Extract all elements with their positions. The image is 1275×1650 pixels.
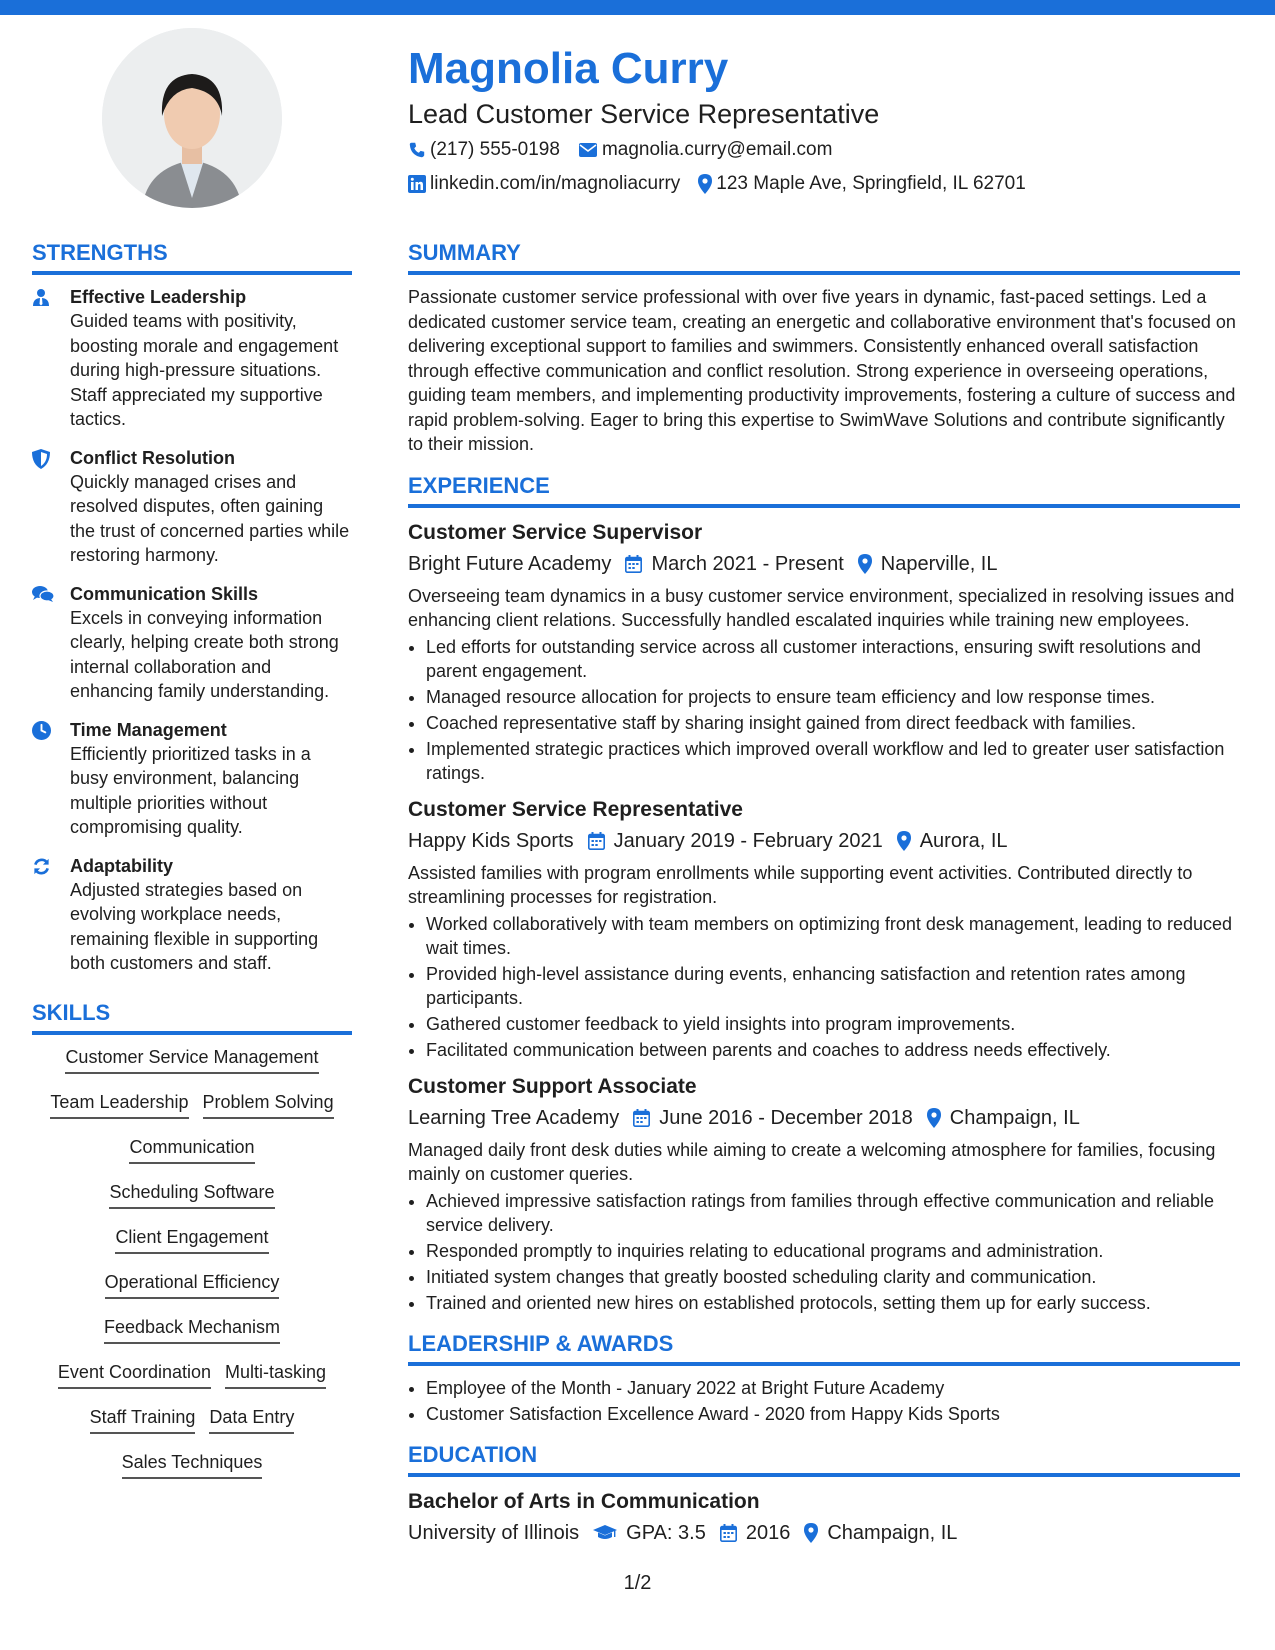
linkedin-text: linkedin.com/in/magnoliacurry bbox=[430, 173, 681, 194]
strength-desc: Excels in conveying information clearly, helping create both strong internal collaboration and enhancing family understanding. bbox=[70, 607, 339, 701]
award-item: • Employee of the Month - January 2022 at Bright Future Academy bbox=[426, 1376, 1240, 1400]
shield-icon bbox=[32, 449, 50, 469]
strength-item bbox=[32, 718, 352, 840]
job-company: Bright Future Academy bbox=[408, 552, 612, 575]
education-gpa: GPA: 3.5 bbox=[626, 1521, 706, 1544]
strength-item bbox=[32, 854, 352, 976]
candidate-name: Magnolia Curry bbox=[408, 44, 729, 93]
email-text: magnolia.curry@email.com bbox=[601, 139, 833, 160]
job-bullets bbox=[408, 1189, 1240, 1315]
map-marker-icon bbox=[897, 831, 911, 851]
calendar-icon bbox=[633, 1109, 650, 1127]
skill-tag: Communication bbox=[129, 1135, 254, 1164]
strength-item bbox=[32, 285, 352, 432]
email-contact[interactable] bbox=[578, 134, 832, 166]
job-company: Learning Tree Academy bbox=[408, 1106, 620, 1129]
calendar-icon bbox=[588, 832, 605, 850]
experience-heading: EXPERIENCE bbox=[408, 471, 1240, 508]
job-bullet: • Responded promptly to inquiries relating to educational programs and administration. bbox=[426, 1239, 1240, 1263]
phone-text: (217) 555-0198 bbox=[430, 139, 560, 160]
skill-tag: Staff Training bbox=[90, 1405, 196, 1434]
skills-list bbox=[32, 1045, 352, 1479]
job-bullet: • Worked collaboratively with team members on optimizing front desk management, leading to reduced wait times. bbox=[426, 912, 1240, 960]
contact-row bbox=[408, 134, 1248, 166]
job-bullet: • Provided high-level assistance during events, enhancing satisfaction and retention rates among participants. bbox=[426, 962, 1240, 1010]
job-role: Customer Service Representative bbox=[408, 797, 743, 821]
job-dates: January 2019 - February 2021 bbox=[613, 829, 883, 852]
skill-tag: Data Entry bbox=[209, 1405, 294, 1434]
strength-desc: Quickly managed crises and resolved disputes, often gaining the trust of concerned parties while restoring harmony. bbox=[70, 471, 350, 565]
comments-icon bbox=[32, 585, 54, 603]
strength-name: Time Management bbox=[70, 719, 227, 740]
graduation-cap-icon bbox=[593, 1524, 617, 1542]
job-meta bbox=[408, 825, 1240, 857]
job-bullet: • Achieved impressive satisfaction ratings from families through effective communication and reliable service delivery. bbox=[426, 1189, 1240, 1237]
job-bullet: • Managed resource allocation for projects to ensure team efficiency and low response times. bbox=[426, 685, 1240, 709]
job-meta bbox=[408, 1102, 1240, 1134]
skill-tag: Multi-tasking bbox=[225, 1360, 326, 1389]
contact-row-2 bbox=[408, 168, 1248, 200]
sync-icon bbox=[32, 857, 51, 876]
education-degree: Bachelor of Arts in Communication bbox=[408, 1489, 760, 1513]
strength-name: Effective Leadership bbox=[70, 287, 247, 307]
map-marker-icon bbox=[858, 554, 872, 574]
job-bullet: • Gathered customer feedback to yield insights into program improvements. bbox=[426, 1012, 1240, 1036]
calendar-icon bbox=[720, 1524, 737, 1542]
awards-list bbox=[408, 1376, 1240, 1426]
job-entry bbox=[408, 795, 1240, 1062]
job-entry bbox=[408, 518, 1240, 785]
awards-heading: LEADERSHIP & AWARDS bbox=[408, 1329, 1240, 1366]
user-tie-icon bbox=[32, 288, 50, 306]
strengths-heading: STRENGTHS bbox=[32, 238, 352, 275]
job-meta bbox=[408, 548, 1240, 580]
job-entry bbox=[408, 1072, 1240, 1315]
clock-icon bbox=[32, 721, 51, 740]
page-number: 1/2 bbox=[623, 1572, 652, 1594]
summary-text: Passionate customer service professional with over five years in dynamic, fast-paced settings. Led a dedicated customer service team, creating an energetic and collaborative environment that's focused on delivering exceptional support to families and swimmers. Consistently enhanced overall satisfaction through effective communication and conflict resolution. Strong experience in overseeing operations, guiding team members, and implementing productivity improvements, fostering a culture of success and rapid problem-solving. Eager to bring this expertise to SwimWave Solutions and contribute significantly to their mission. bbox=[408, 287, 1236, 454]
strength-desc: Guided teams with positivity, boosting morale and engagement during high-pressure situations. Staff appreciated my supportive tactics. bbox=[70, 311, 339, 429]
job-description: Overseeing team dynamics in a busy customer service environment, specialized in resolving issues and enhancing client relations. Successfully handled escalated inquiries while training new employees. bbox=[408, 585, 1235, 630]
job-location: Naperville, IL bbox=[880, 552, 998, 575]
top-accent-bar bbox=[0, 0, 1275, 15]
map-marker-icon bbox=[698, 174, 712, 194]
job-bullet: • Initiated system changes that greatly boosted scheduling clarity and communication. bbox=[426, 1265, 1240, 1289]
strength-name: Communication Skills bbox=[70, 583, 259, 604]
phone-icon bbox=[408, 141, 426, 159]
address-text: 123 Maple Ave, Springfield, IL 62701 bbox=[716, 173, 1026, 194]
strength-desc: Adjusted strategies based on evolving workplace needs, remaining flexible in supporting both customers and staff. bbox=[70, 879, 319, 973]
skill-tag: Scheduling Software bbox=[109, 1180, 274, 1209]
strength-item bbox=[32, 446, 352, 568]
profile-photo bbox=[102, 28, 282, 208]
calendar-icon bbox=[625, 555, 642, 573]
linkedin-icon bbox=[408, 175, 426, 193]
strength-item bbox=[32, 582, 352, 704]
job-bullet: • Trained and oriented new hires on established protocols, setting them up for early success. bbox=[426, 1291, 1240, 1315]
skills-heading: SKILLS bbox=[32, 998, 352, 1035]
linkedin-contact[interactable] bbox=[408, 168, 680, 200]
education-school: University of Illinois bbox=[408, 1521, 580, 1544]
envelope-icon bbox=[578, 142, 598, 158]
education-year: 2016 bbox=[745, 1521, 791, 1544]
map-marker-icon bbox=[927, 1108, 941, 1128]
job-bullets bbox=[408, 635, 1240, 785]
job-description: Managed daily front desk duties while aiming to create a welcoming atmosphere for families, focusing mainly on customer queries. bbox=[408, 1139, 1216, 1184]
left-column bbox=[32, 238, 352, 1495]
skill-tag: Feedback Mechanism bbox=[104, 1315, 280, 1344]
job-dates: June 2016 - December 2018 bbox=[659, 1106, 913, 1129]
strength-name: Adaptability bbox=[70, 855, 174, 876]
skill-tag: Sales Techniques bbox=[122, 1450, 263, 1479]
phone-contact bbox=[408, 134, 560, 166]
skill-tag: Event Coordination bbox=[58, 1360, 211, 1389]
education-heading: EDUCATION bbox=[408, 1440, 1240, 1477]
resume-header bbox=[408, 40, 1248, 200]
skill-tag: Customer Service Management bbox=[65, 1045, 318, 1074]
skill-tag: Client Engagement bbox=[115, 1225, 268, 1254]
skill-tag: Problem Solving bbox=[203, 1090, 334, 1119]
award-item: • Customer Satisfaction Excellence Award - 2020 from Happy Kids Sports bbox=[426, 1402, 1240, 1426]
education-meta bbox=[408, 1517, 1240, 1549]
job-location: Champaign, IL bbox=[949, 1106, 1080, 1129]
strength-desc: Efficiently prioritized tasks in a busy environment, balancing multiple priorities without compromising quality. bbox=[70, 743, 311, 837]
job-dates: March 2021 - Present bbox=[651, 552, 844, 575]
job-description: Assisted families with program enrollments while supporting event activities. Contributed directly to streamlining processes for registration. bbox=[408, 862, 1193, 907]
job-bullet: • Led efforts for outstanding service across all customer interactions, ensuring swift resolutions and parent engagement. bbox=[426, 635, 1240, 683]
skill-tag: Team Leadership bbox=[50, 1090, 188, 1119]
education-location: Champaign, IL bbox=[827, 1521, 958, 1544]
job-bullets bbox=[408, 912, 1240, 1062]
job-bullet: • Facilitated communication between parents and coaches to address needs effectively. bbox=[426, 1038, 1240, 1062]
skill-tag: Operational Efficiency bbox=[105, 1270, 280, 1299]
job-bullet: • Implemented strategic practices which improved overall workflow and led to greater user satisfaction ratings. bbox=[426, 737, 1240, 785]
job-role: Customer Service Supervisor bbox=[408, 520, 703, 544]
strength-name: Conflict Resolution bbox=[70, 447, 235, 468]
map-marker-icon bbox=[804, 1523, 818, 1543]
candidate-title: Lead Customer Service Representative bbox=[408, 99, 880, 129]
summary-heading: SUMMARY bbox=[408, 238, 1240, 275]
job-role: Customer Support Associate bbox=[408, 1074, 697, 1098]
job-company: Happy Kids Sports bbox=[408, 829, 574, 852]
job-location: Aurora, IL bbox=[919, 829, 1008, 852]
right-column bbox=[408, 238, 1240, 1553]
job-bullet: • Coached representative staff by sharing insight gained from direct feedback with families. bbox=[426, 711, 1240, 735]
address-contact bbox=[698, 168, 1026, 200]
